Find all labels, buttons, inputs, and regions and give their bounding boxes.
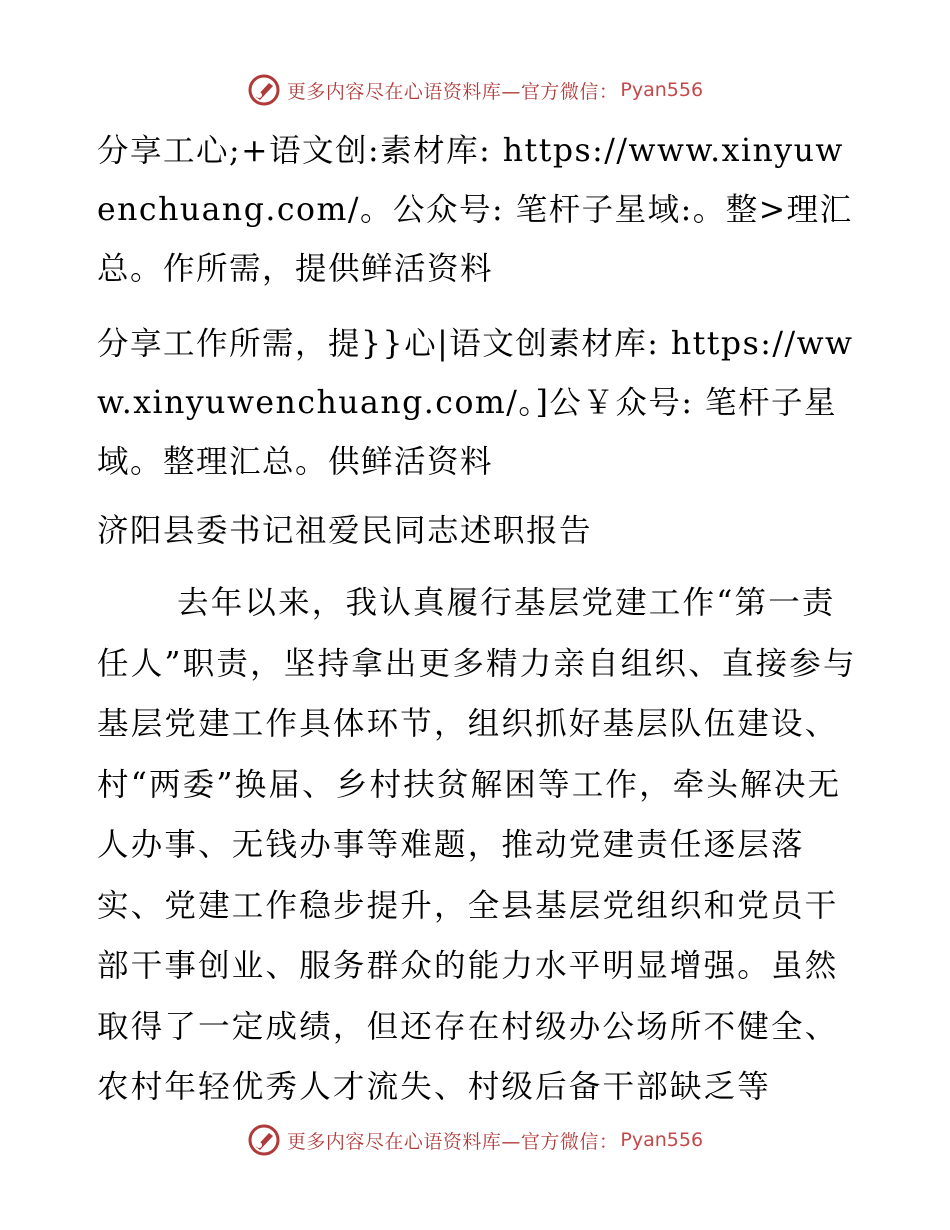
- brand-logo-icon: [247, 73, 281, 107]
- promo-paragraph-2: 分享工作所需，提}}心|语文创素材库: https://www.xinyuwenchuang.com/。]公￥众号: 笔杆子星域。整理汇总。供鲜活资料: [97, 326, 854, 480]
- body-paragraph: 去年以来，我认真履行基层党建工作“第一责任人”职责，坚持拿出更多精力亲自组织、直接参与基层党建工作具体环节，组织抓好基层队伍建设、村“两委”换届、乡村扶贫解困等工作，牵头解决无人办事、无钱办事等难题，推动党建责任逐层落实、党建工作稳步提升，全县基层党组织和党员干部干事创业、服务群众的能力水平明显增强。虽然取得了一定成绩，但还存在村级办公场所不健全、农村年轻优秀人才流失、村级后备干部缺乏等: [97, 585, 857, 1105]
- banner-text: 更多内容尽在心语资料库—官方微信：: [286, 1130, 619, 1153]
- banner-text: 更多内容尽在心语资料库—官方微信：: [286, 80, 619, 103]
- document-title: 济阳县委书记祖爱民同志述职报告: [97, 513, 593, 549]
- header-banner: [0, 70, 950, 110]
- banner-wechat-id: Pyan556: [620, 79, 704, 101]
- brand-logo-icon: [247, 1123, 281, 1157]
- footer-banner: [0, 1120, 950, 1160]
- promo-paragraph-1: 分享工心;+语文创:素材库: https://www.xinyuwenchuang.com/。公众号: 笔杆子星域:。整>理汇总。作所需，提供鲜活资料: [97, 133, 853, 287]
- banner-wechat-id: Pyan556: [620, 1129, 704, 1151]
